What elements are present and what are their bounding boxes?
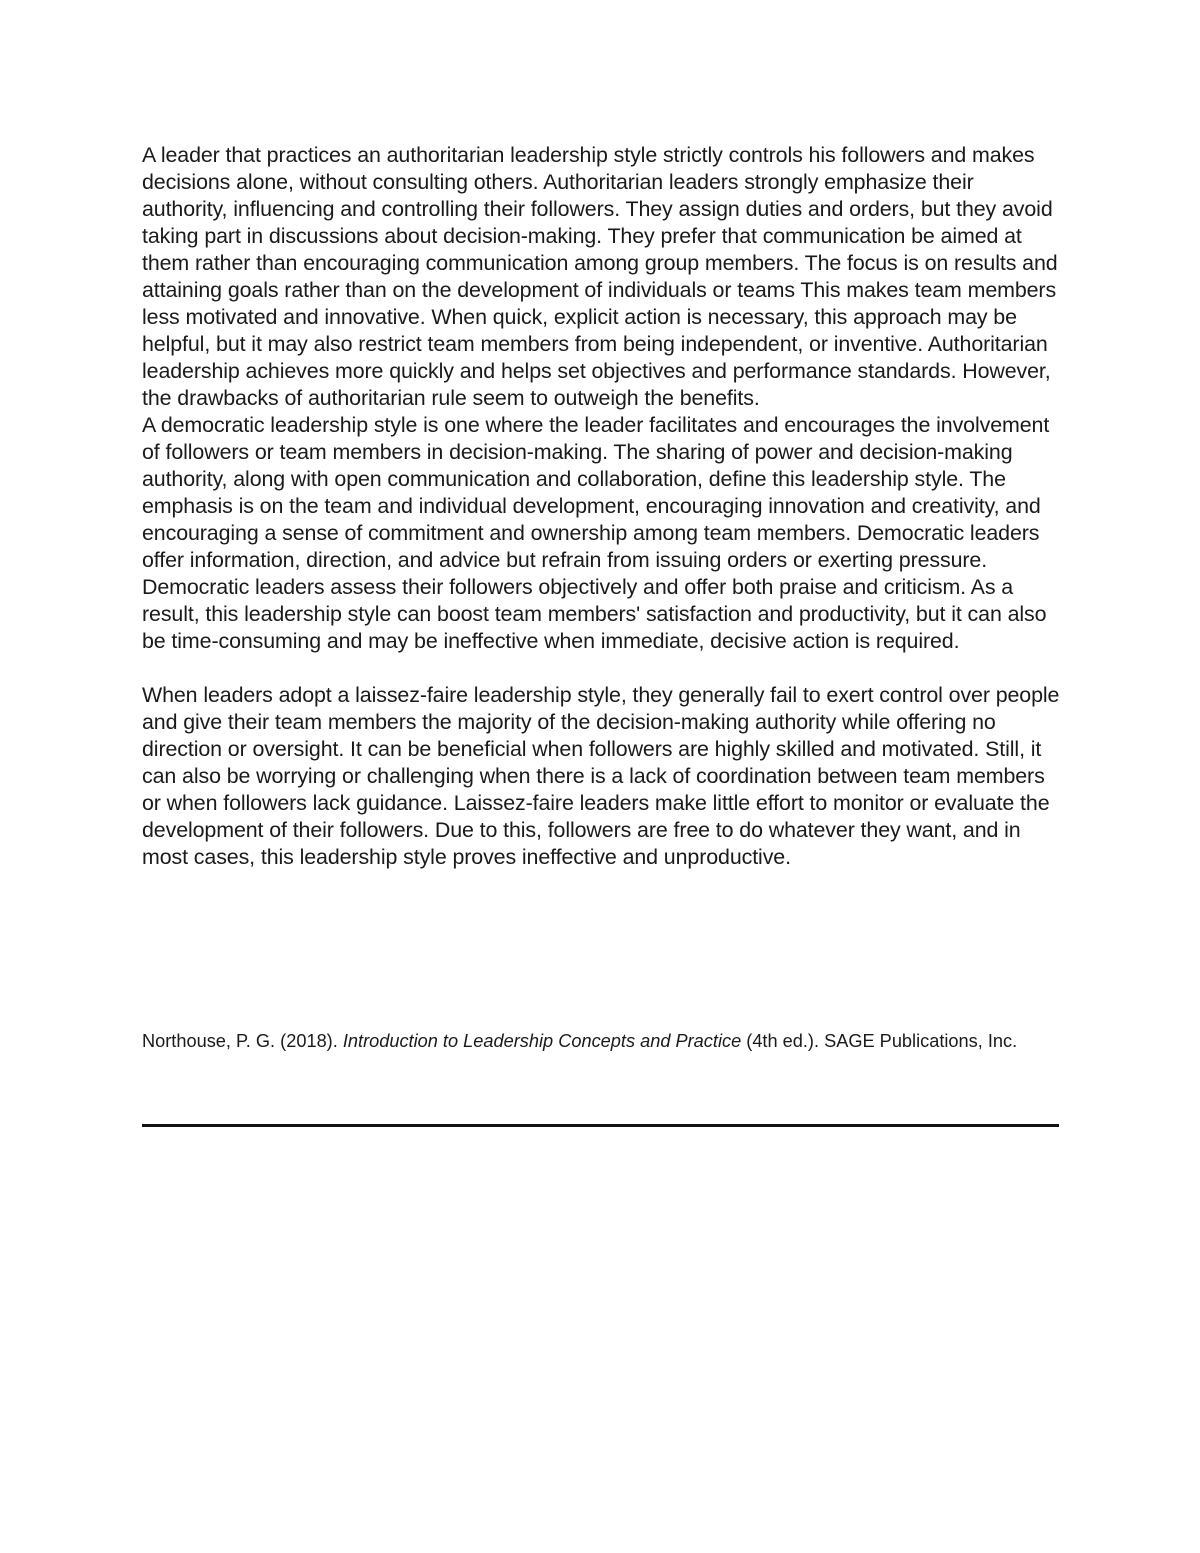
paragraph-authoritarian: A leader that practices an authoritarian leadership style strictly controls his followers and makes decisions alone, without consulting others. Authoritarian leaders strongly emphasize their authority, influencing and controlling their followers. They assign duties and orders, but they avoid taking part in discussions about decision-making. They prefer that communication be aimed at them rather than encouraging communication among group members. The focus is on results and attaining goals rather than on the development of individuals or teams This makes team members less motivated and innovative. When quick, explicit action is necessary, this approach may be helpful, but it may also restrict team members from being independent, or inventive. Authoritarian leadership achieves more quickly and helps set objectives and performance standards. However, the drawbacks of authoritarian rule seem to outweigh the benefits. — [142, 143, 1058, 410]
reference-author-year: Northouse, P. G. (2018). — [142, 1031, 343, 1051]
reference-citation — [142, 1030, 1062, 1053]
reference-title: Introduction to Leadership Concepts and Practice — [342, 1031, 742, 1051]
paragraph-laissez-faire: When leaders adopt a laissez-faire leadership style, they generally fail to exert control over people and give their team members the majority of the decision-making authority while offering no direction or oversight. It can be beneficial when followers are highly skilled and motivated. Still, it can also be worrying or challenging when there is a lack of coordination between team members or when followers lack guidance. Laissez-faire leaders make little effort to monitor or evaluate the development of their followers. Due to this, followers are free to do whatever they want, and in most cases, this leadership style proves ineffective and unproductive. — [142, 683, 1060, 869]
document-body — [142, 142, 1062, 871]
reference-publisher: (4th ed.). SAGE Publications, Inc. — [741, 1031, 1018, 1051]
horizontal-rule — [142, 1124, 1059, 1127]
paragraph-democratic: A democratic leadership style is one where the leader facilitates and encourages the involvement of followers or team members in decision-making. The sharing of power and decision-making authority, along with open communication and collaboration, define this leadership style. The emphasis is on the team and individual development, encouraging innovation and creativity, and encouraging a sense of commitment and ownership among team members. Democratic leaders offer information, direction, and advice but refrain from issuing orders or exerting pressure. Democratic leaders assess their followers objectively and offer both praise and criticism. As a result, this leadership style can boost team members' satisfaction and productivity, but it can also be time-consuming and may be ineffective when immediate, decisive action is required. — [142, 413, 1050, 653]
